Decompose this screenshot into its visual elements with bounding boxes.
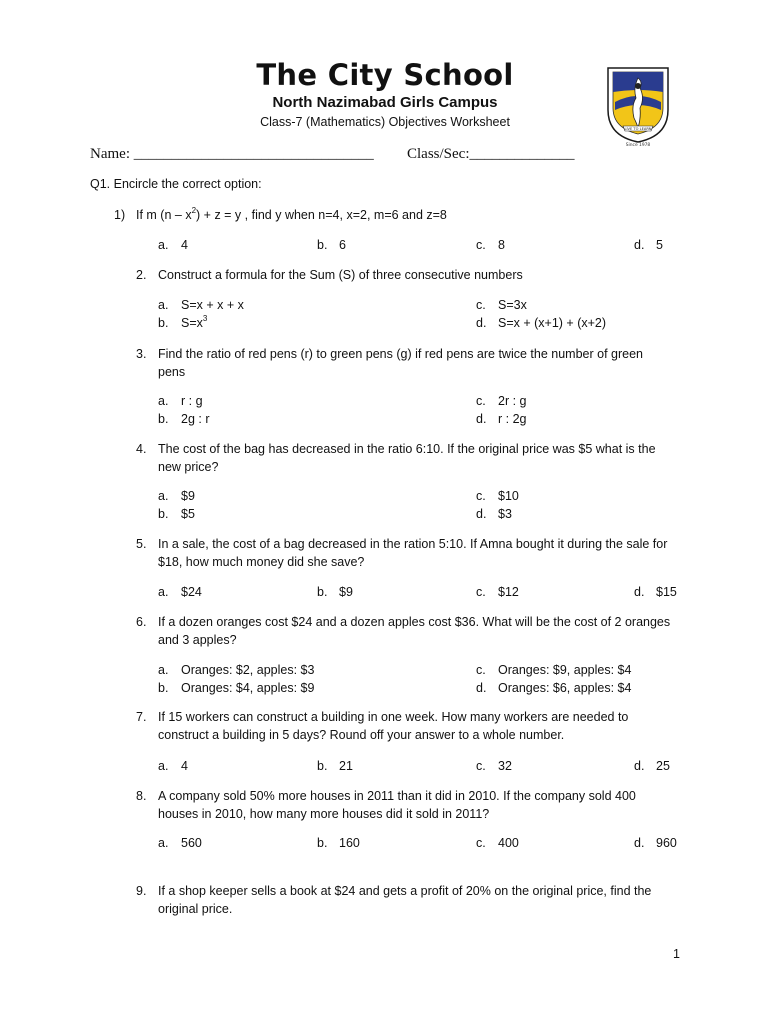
option-letter: c. — [476, 298, 486, 312]
option-text: Oranges: $6, apples: $4 — [498, 681, 632, 695]
option-text: S=x + x + x — [181, 298, 244, 312]
class-sec-field-label: Class/Sec:______________ — [407, 146, 575, 162]
option-text: 400 — [498, 836, 519, 850]
question-number: 7. — [136, 710, 147, 724]
option-letter: a. — [158, 489, 169, 503]
option-text: 6 — [339, 238, 346, 252]
option-letter: c. — [476, 663, 486, 677]
option-letter: a. — [158, 298, 169, 312]
question-text: If m $(n - x^2) + z = y$ , find y when n=4, x=2, m=6 and z=8 — [136, 205, 447, 222]
option-text: $9 — [181, 489, 195, 503]
option-text: $5 — [181, 507, 195, 521]
option-text: 4 — [181, 238, 188, 252]
option-text: $24 — [181, 585, 202, 599]
question-text-line: original price. — [158, 902, 233, 916]
question-text-line: construct a building in 5 days? Round off your answer to a whole number. — [158, 728, 565, 742]
option-letter: c. — [476, 489, 486, 503]
campus-subtitle: North Nazimabad Girls Campus — [272, 94, 498, 111]
question-text-line: If a shop keeper sells a book at $24 and gets a profit of 20% on the original price, find the — [158, 884, 652, 898]
crest-motto: LIVE TO LEARN — [624, 127, 652, 131]
option-letter: a. — [158, 836, 169, 850]
question-number: 1) — [114, 208, 126, 222]
option-letter: d. — [634, 836, 645, 850]
school-crest-logo — [603, 62, 673, 148]
option-letter: c. — [476, 836, 486, 850]
name-field-label: Name: ________________________________ — [90, 146, 374, 162]
option-text: Oranges: $9, apples: $4 — [498, 663, 632, 677]
option-letter: c. — [476, 585, 486, 599]
question-text-line: The cost of the bag has decreased in the ratio 6:10. If the original price was $5 what is the — [158, 442, 656, 456]
option-letter: a. — [158, 585, 169, 599]
option-letter: a. — [158, 663, 169, 677]
option-letter: c. — [476, 394, 486, 408]
option-text: 8 — [498, 238, 505, 252]
question-number: 6. — [136, 615, 147, 629]
option-text: 560 — [181, 836, 202, 850]
option-letter: b. — [317, 836, 328, 850]
question-text-line: If a dozen oranges cost $24 and a dozen apples cost $36. What will be the cost of 2 oranges — [158, 615, 671, 629]
question-text-line: If 15 workers can construct a building in one week. How many workers are needed to — [158, 710, 629, 724]
option-text: S=3x — [498, 298, 527, 312]
option-text: S=x + (x+1) + (x+2) — [498, 316, 607, 330]
option-letter: d. — [634, 759, 645, 773]
option-letter: b. — [317, 238, 328, 252]
superscript: 3 — [202, 313, 208, 323]
question-text-line: $18, how much money did she save? — [158, 555, 365, 569]
option-text: 2r : g — [498, 394, 527, 408]
option-text: Oranges: $2, apples: $3 — [181, 663, 315, 677]
option-letter: b. — [158, 681, 169, 695]
superscript: 2 — [191, 205, 197, 215]
page-number: 1 — [673, 947, 680, 961]
option-letter: d. — [476, 681, 487, 695]
option-text: $12 — [498, 585, 519, 599]
option-text: 2g : r — [181, 412, 210, 426]
option-text: $3 — [498, 507, 512, 521]
option-text: $10 — [498, 489, 519, 503]
option-text: 32 — [498, 759, 512, 773]
question-text-line: and 3 apples? — [158, 633, 237, 647]
option-text: $S=x^3$ — [181, 313, 208, 330]
option-text: 160 — [339, 836, 360, 850]
option-letter: d. — [476, 412, 487, 426]
option-letter: a. — [158, 394, 169, 408]
question-number: 8. — [136, 789, 147, 803]
option-letter: d. — [476, 316, 487, 330]
question-number: 9. — [136, 884, 147, 898]
option-letter: b. — [317, 759, 328, 773]
question-number: 2. — [136, 268, 147, 282]
worksheet-title: Class-7 (Mathematics) Objectives Worksheet — [260, 115, 510, 129]
option-text: 960 — [656, 836, 677, 850]
option-text: Oranges: $4, apples: $9 — [181, 681, 315, 695]
option-letter: c. — [476, 759, 486, 773]
question-number: 5. — [136, 537, 147, 551]
option-letter: b. — [158, 316, 169, 330]
option-text: 25 — [656, 759, 670, 773]
option-text: $15 — [656, 585, 677, 599]
section-instruction: Q1. Encircle the correct option: — [90, 177, 262, 191]
option-letter: a. — [158, 238, 169, 252]
crest-since: Since 1978 — [625, 143, 651, 148]
option-letter: d. — [634, 238, 645, 252]
option-letter: b. — [317, 585, 328, 599]
question-text-line: houses in 2010, how many more houses did it sold in 2011? — [158, 807, 490, 821]
question-number: 4. — [136, 442, 147, 456]
question-text-line: pens — [158, 365, 186, 379]
question-text-line: Find the ratio of red pens (r) to green pens (g) if red pens are twice the number of green — [158, 347, 643, 361]
option-letter: d. — [476, 507, 487, 521]
option-letter: b. — [158, 507, 169, 521]
question-text-line: In a sale, the cost of a bag decreased in the ration 5:10. If Amna bought it during the sale for — [158, 537, 668, 551]
option-text: 5 — [656, 238, 663, 252]
option-text: 4 — [181, 759, 188, 773]
question-text: Construct a formula for the Sum (S) of three consecutive numbers — [158, 268, 523, 282]
option-letter: b. — [158, 412, 169, 426]
option-text: r : g — [181, 394, 203, 408]
option-text: 21 — [339, 759, 353, 773]
school-title: The City School — [256, 58, 514, 92]
option-text: r : 2g — [498, 412, 527, 426]
question-text-line: new price? — [158, 460, 219, 474]
option-letter: a. — [158, 759, 169, 773]
option-letter: d. — [634, 585, 645, 599]
option-text: $9 — [339, 585, 353, 599]
option-letter: c. — [476, 238, 486, 252]
question-text-line: A company sold 50% more houses in 2011 than it did in 2010. If the company sold 400 — [158, 789, 636, 803]
question-number: 3. — [136, 347, 147, 361]
